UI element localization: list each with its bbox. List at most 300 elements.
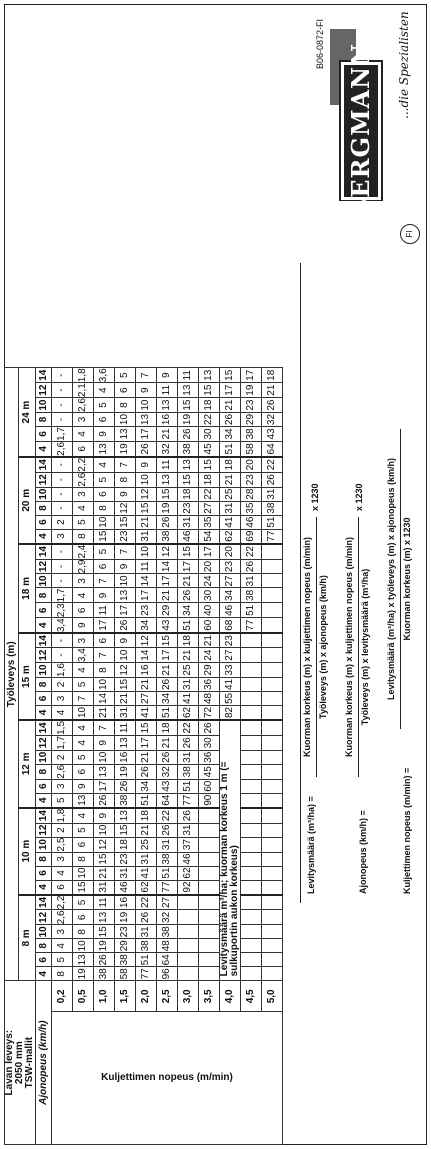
height-subheader: 14 [36, 895, 52, 910]
table-cell: 60 [199, 618, 220, 633]
table-cell: 38 [115, 953, 136, 967]
table-cell: 34 [220, 427, 241, 442]
table-cell: 3 [52, 852, 73, 866]
table-cell: 28 [241, 487, 262, 501]
table-cell: 64 [157, 793, 178, 808]
table-cell: 27 [157, 895, 178, 910]
table-cell: 26 [115, 618, 136, 633]
height-subheader: 12 [36, 735, 52, 750]
table-cell [262, 633, 283, 648]
bergmann-logo [330, 29, 402, 201]
table-cell [262, 677, 283, 691]
table-cell: 19 [115, 764, 136, 779]
height-subheader: 14 [36, 633, 52, 648]
table-cell [199, 823, 220, 837]
formula2-multiplier: x 1230 [354, 483, 364, 511]
table-cell: 3 [73, 487, 94, 501]
table-cell: 38 [178, 764, 199, 779]
table-cell [241, 925, 262, 939]
table-cell: 5 [73, 515, 94, 529]
table-cell [262, 648, 283, 663]
table-cell: 17 [220, 383, 241, 398]
table-cell: 3 [73, 633, 94, 648]
table-cell: 2,5 [52, 837, 73, 852]
table-cell: 19 [73, 967, 94, 981]
table-cell [262, 793, 283, 808]
table-cell: 26 [262, 472, 283, 487]
group-header: 8 m [19, 895, 36, 981]
table-cell [199, 939, 220, 953]
table-cell: 60 [199, 779, 220, 793]
table-cell [262, 603, 283, 618]
table-cell [241, 895, 262, 910]
table-cell: 11 [136, 559, 157, 574]
table-cell: 31 [136, 529, 157, 544]
table-cell: 15 [94, 529, 115, 544]
table-cell: 13 [73, 793, 94, 808]
table-cell: 77 [262, 529, 283, 544]
table-cell: 1,7 [52, 427, 73, 442]
table-cell: 82 [220, 705, 241, 720]
table-cell: 19 [115, 441, 136, 456]
table-cell: 1,5 [52, 720, 73, 735]
height-subheader: 12 [36, 648, 52, 663]
table-cell: 41 [136, 705, 157, 720]
table-cell: - [52, 544, 73, 559]
table-cell: 30 [199, 735, 220, 750]
table-cell: 13 [157, 398, 178, 413]
table-cell: 18 [199, 398, 220, 413]
table-cell: 27 [220, 648, 241, 663]
group-header: 20 m [19, 457, 36, 544]
table-cell [178, 895, 199, 910]
table-cell: 7 [94, 648, 115, 663]
table-cell: 31 [178, 823, 199, 837]
table-cell [199, 852, 220, 866]
table-cell: 7 [94, 574, 115, 588]
table-cell: 17 [241, 368, 262, 383]
table-cell [241, 939, 262, 953]
table-cell: - [52, 413, 73, 427]
group-header: 12 m [19, 720, 36, 808]
table-cell: 48 [199, 691, 220, 705]
table-cell: 23 [220, 559, 241, 574]
conveyor-speed-text: Kuljettimen nopeus (m/min) [101, 1072, 233, 1084]
table-cell: 15 [94, 852, 115, 866]
table-cell [262, 823, 283, 837]
table-cell: 21 [220, 472, 241, 487]
table-cell: 14 [157, 559, 178, 574]
table-cell: 7 [94, 720, 115, 735]
table-cell: 26 [178, 427, 199, 442]
formula3-left: Kuljettimen nopeus (m/min) = [402, 767, 412, 894]
height-subheader: 4 [36, 705, 52, 720]
table-cell: 18 [199, 472, 220, 487]
table-cell [241, 720, 262, 735]
table-cell: 16 [136, 663, 157, 678]
table-cell: 15 [115, 823, 136, 837]
height-subheader: 6 [36, 779, 52, 793]
table-cell [241, 735, 262, 750]
height-subheader: 12 [36, 910, 52, 925]
table-cell: 15 [178, 398, 199, 413]
height-subheader: 12 [36, 383, 52, 398]
table-cell [199, 880, 220, 895]
table-cell: 19 [157, 501, 178, 515]
table-cell: 31 [220, 501, 241, 515]
table-cell: 17 [199, 544, 220, 559]
table-cell: 8 [115, 398, 136, 413]
table-cell: 8 [94, 501, 115, 515]
table-cell: 15 [199, 383, 220, 398]
table-cell: 4 [94, 457, 115, 472]
table-cell: 31 [178, 750, 199, 764]
table-cell: 23 [220, 633, 241, 648]
table-cell: 4 [52, 866, 73, 880]
table-cell: 31 [115, 705, 136, 720]
table-cell: 51 [136, 793, 157, 808]
table-cell [262, 705, 283, 720]
table-cell: 23 [115, 529, 136, 544]
table-cell: 25 [178, 663, 199, 678]
table-cell: 3 [52, 691, 73, 705]
table-cell [262, 925, 283, 939]
table-cell: 15 [199, 457, 220, 472]
table-cell: 21 [115, 691, 136, 705]
table-cell: 64 [262, 441, 283, 456]
table-cell: 21 [136, 823, 157, 837]
table-cell: 15 [94, 925, 115, 939]
height-subheader: 14 [36, 544, 52, 559]
height-subheader: 10 [36, 663, 52, 678]
table-cell: 17 [94, 779, 115, 793]
table-cell [241, 880, 262, 895]
table-cell: 17 [136, 588, 157, 603]
table-cell: 19 [115, 910, 136, 925]
formula3-denominator: Kuorman korkeus (m) x 1230 [402, 517, 412, 641]
table-cell: 21 [262, 383, 283, 398]
table-cell: - [52, 487, 73, 501]
formula1-line [316, 517, 317, 777]
table-cell [262, 808, 283, 823]
table-cell [241, 967, 262, 981]
table-cell: 51 [157, 705, 178, 720]
table-cell [241, 677, 262, 691]
table-cell: 77 [178, 793, 199, 808]
row-speed: 0,2 [52, 981, 73, 1012]
table-cell: 31 [94, 880, 115, 895]
table-cell: 6 [73, 441, 94, 456]
formula2-denominator: Työleveys (m) x levitysmäärä (m³/ha) [360, 568, 370, 726]
table-cell [241, 648, 262, 663]
table-cell [241, 793, 262, 808]
table-cell: 9 [73, 779, 94, 793]
table-cell: 11 [157, 457, 178, 472]
table-cell [262, 618, 283, 633]
table-cell: 18 [262, 368, 283, 383]
table-cell: 77 [241, 618, 262, 633]
table-cell: 9 [115, 633, 136, 648]
height-subheader: 12 [36, 823, 52, 837]
table-cell: 21 [157, 735, 178, 750]
table-cell: 22 [262, 457, 283, 472]
table-cell: 1,6 [52, 663, 73, 678]
table-cell: - [52, 398, 73, 413]
table-cell: 51 [157, 866, 178, 880]
table-cell: 16 [115, 750, 136, 764]
table-cell: 38 [136, 939, 157, 953]
table-cell: 69 [241, 529, 262, 544]
table-cell: 17 [178, 559, 199, 574]
table-cell: 18 [136, 808, 157, 823]
table-cell: 13 [94, 910, 115, 925]
table-cell: 17 [94, 618, 115, 633]
table-cell [199, 837, 220, 852]
table-cell [199, 967, 220, 981]
table-cell: 8 [73, 529, 94, 544]
table-cell: 2,6 [52, 910, 73, 925]
table-cell: 6 [115, 383, 136, 398]
table-cell: 9 [157, 368, 178, 383]
table-cell: 13 [115, 735, 136, 750]
table-cell [178, 967, 199, 981]
title-line-1: Lavan leveys: [4, 1029, 15, 1096]
table-cell: 4 [73, 501, 94, 515]
table-cell: 96 [157, 967, 178, 981]
table-cell: 29 [241, 413, 262, 427]
table-cell: 34 [178, 603, 199, 618]
table-cell: 6 [94, 413, 115, 427]
table-cell [241, 663, 262, 678]
table-cell: 4 [94, 383, 115, 398]
table-cell: 26 [178, 588, 199, 603]
table-cell: 7 [136, 368, 157, 383]
height-subheader: 14 [36, 457, 52, 472]
table-cell: 31 [157, 837, 178, 852]
table-cell: - [52, 457, 73, 472]
table-cell: 2 [52, 750, 73, 764]
table-cell [241, 633, 262, 648]
table-cell: 45 [199, 764, 220, 779]
table-cell: 38 [178, 441, 199, 456]
table-cell: 77 [157, 880, 178, 895]
table-cell: 23 [115, 925, 136, 939]
height-subheader: 12 [36, 559, 52, 574]
table-cell [262, 663, 283, 678]
table-cell: 2,6 [73, 472, 94, 487]
table-cell: 32 [157, 764, 178, 779]
table-cell [199, 895, 220, 910]
table-cell: 17 [136, 735, 157, 750]
table-cell: 38 [241, 427, 262, 442]
table-cell: 22 [199, 413, 220, 427]
table-cell: 1,8 [52, 808, 73, 823]
table-cell: 15 [115, 677, 136, 691]
table-cell: 36 [199, 677, 220, 691]
table-cell: 5 [73, 677, 94, 691]
formula3-numerator: Levitysmäärä (m³/ha) x työleveys (m) x ajonopeus (km/h) [386, 457, 396, 701]
height-subheader: 4 [36, 618, 52, 633]
table-cell [262, 720, 283, 735]
table-cell: 43 [262, 427, 283, 442]
title-line-3: TSW-mallit [24, 1036, 35, 1089]
height-subheader: 4 [36, 529, 52, 544]
table-cell: 46 [178, 529, 199, 544]
table-cell: 1,7 [52, 735, 73, 750]
table-cell: 3 [52, 529, 73, 544]
row-speed: 1,0 [94, 981, 115, 1012]
height-subheader: 10 [36, 925, 52, 939]
table-cell: 26 [178, 808, 199, 823]
table-cell: 21 [136, 677, 157, 691]
table-cell: 5 [73, 895, 94, 910]
table-cell: 17 [157, 648, 178, 663]
table-cell: 15 [73, 880, 94, 895]
height-subheader: 6 [36, 866, 52, 880]
table-cell: 2,6 [73, 398, 94, 413]
table-cell: 46 [178, 852, 199, 866]
table-cell: 27 [199, 501, 220, 515]
table-cell: 12 [136, 633, 157, 648]
table-cell: 13 [73, 953, 94, 967]
table-cell: 15 [178, 472, 199, 487]
table-cell: 10 [136, 544, 157, 559]
table-cell [241, 764, 262, 779]
formula3-line [400, 429, 401, 729]
table-cell: 29 [157, 603, 178, 618]
height-subheader: 10 [36, 574, 52, 588]
formula1-denominator: Työleveys (m) x ajonopeus (km/h) [318, 575, 328, 719]
table-cell: 13 [136, 413, 157, 427]
height-subheader: 6 [36, 953, 52, 967]
table-cell [262, 967, 283, 981]
table-cell [199, 925, 220, 939]
height-subheader: 6 [36, 603, 52, 618]
table-cell: 13 [199, 368, 220, 383]
height-subheader: 8 [36, 852, 52, 866]
table-cell: 5 [52, 953, 73, 967]
table-cell [262, 735, 283, 750]
table-cell: 38 [157, 529, 178, 544]
table-cell: 10 [73, 705, 94, 720]
table-cell: 38 [157, 852, 178, 866]
table-cell: 9 [94, 427, 115, 442]
table-cell: 3,6 [94, 368, 115, 383]
table-cell: 41 [220, 677, 241, 691]
table-cell: 26 [157, 515, 178, 529]
height-subheader: 14 [36, 808, 52, 823]
group-header: 10 m [19, 808, 36, 895]
table-cell: 29 [199, 663, 220, 678]
table-cell: 33 [220, 663, 241, 678]
table-cell: 6 [94, 633, 115, 648]
table-cell: 22 [241, 544, 262, 559]
table-cell: 2,6 [52, 441, 73, 456]
table-cell: 62 [136, 880, 157, 895]
table-cell: 34 [136, 618, 157, 633]
table-cell: 8 [73, 852, 94, 866]
table-cell: 10 [94, 750, 115, 764]
table-cell: 41 [136, 866, 157, 880]
table-cell: 31 [136, 925, 157, 939]
table-cell: 62 [178, 866, 199, 880]
height-subheader: 4 [36, 880, 52, 895]
table-cell: 3 [52, 779, 73, 793]
table-cell: 7 [115, 544, 136, 559]
table-cell [241, 779, 262, 793]
table-cell: 1,7 [52, 588, 73, 603]
table-cell: 19 [94, 939, 115, 953]
row-speed: 2,5 [157, 981, 178, 1012]
table-cell: 21 [199, 633, 220, 648]
row-speed: 5,0 [262, 981, 283, 1012]
table-cell: 2,1 [73, 383, 94, 398]
formula2-left: Ajonopeus (km/h) = [358, 810, 368, 894]
table-cell: 51 [241, 603, 262, 618]
table-cell: 6 [94, 487, 115, 501]
table-cell: 37 [178, 837, 199, 852]
table-cell: 13 [178, 457, 199, 472]
table-cell [241, 823, 262, 837]
table-cell: 26 [136, 910, 157, 925]
height-subheader: 10 [36, 750, 52, 764]
table-cell: 6 [73, 910, 94, 925]
table-cell: 31 [241, 574, 262, 588]
height-subheader: 14 [36, 720, 52, 735]
table-cell [241, 866, 262, 880]
table-cell: 12 [157, 544, 178, 559]
formula2-line [358, 517, 359, 777]
table-cell: 19 [241, 383, 262, 398]
table-cell: 45 [199, 441, 220, 456]
table-cell: 2,3 [52, 603, 73, 618]
height-subheader: 14 [36, 368, 52, 383]
table-cell: 21 [178, 574, 199, 588]
table-cell: 38 [241, 588, 262, 603]
table-cell: 5 [115, 368, 136, 383]
table-cell: 62 [220, 529, 241, 544]
table-cell: 38 [115, 793, 136, 808]
table-cell [241, 953, 262, 967]
table-cell: 10 [136, 398, 157, 413]
table-cell: 32 [262, 413, 283, 427]
table-cell: 22 [136, 895, 157, 910]
note-rate-basis: Levitysmäärä m³/ha; kuorman korkeus 1 m (= sulkuportin aukon korkeus) [220, 720, 241, 981]
row-speed: 3,0 [178, 981, 199, 1012]
table-cell [262, 588, 283, 603]
table-cell [178, 925, 199, 939]
table-cell: 10 [94, 515, 115, 529]
table-cell [241, 852, 262, 866]
table-cell: 26 [241, 559, 262, 574]
table-cell: 26 [136, 441, 157, 456]
table-cell: 1,8 [73, 368, 94, 383]
table-cell: 17 [136, 427, 157, 442]
table-cell: 13 [157, 472, 178, 487]
table-cell: - [52, 501, 73, 515]
height-subheader: 8 [36, 677, 52, 691]
table-cell: 9 [73, 618, 94, 633]
row-speed: 1,5 [115, 981, 136, 1012]
table-cell: 4 [73, 663, 94, 678]
table-cell: 31 [115, 866, 136, 880]
table-cell: 10 [94, 677, 115, 691]
document-code: B06-0872-FI [315, 18, 325, 69]
table-cell: 7 [115, 457, 136, 472]
table-cell: 35 [199, 515, 220, 529]
table-cell: 6 [52, 880, 73, 895]
table-cell [199, 808, 220, 823]
